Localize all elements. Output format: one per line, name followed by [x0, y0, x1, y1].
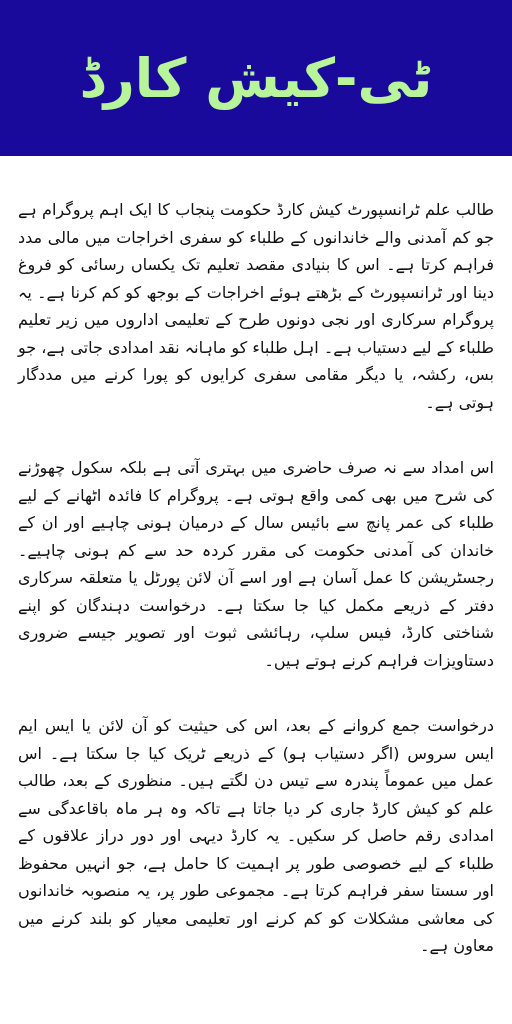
title-banner [0, 0, 512, 156]
paragraph-eligibility: اس امداد سے نہ صرف حاضری میں بہتری آتی ہے بلکہ سکول چھوڑنے کی شرح میں بھی کمی واقع ہوتی ہے۔ پروگرام کا فائدہ اٹھانے کے لیے طلباء کی عمر پانچ سے بائیس سال کے درمیان ہونی چاہیے اور ان کے خاندان کی آمدنی حکومت کی مقرر کردہ حد سے کم ہونی چاہیے۔ رجسٹریشن کا عمل آسان ہے اور اسے آن لائن پورٹل یا متعلقہ سرکاری دفتر کے ذریعے مکمل کیا جا سکتا ہے۔ درخواست دہندگان کو اپنے شناختی کارڈ، فیس سلپ، رہائشی ثبوت اور تصویر جیسے ضروری دستاویزات فراہم کرنے ہوتے ہیں۔ [18, 458, 494, 670]
page-title: ٹی-کیش کارڈ [79, 46, 433, 110]
article-body [0, 196, 512, 960]
paragraph-introduction: طالب علم ٹرانسپورٹ کیش کارڈ حکومت پنجاب کا ایک اہم پروگرام ہے جو کم آمدنی والے خاندانوں کے طلباء کو سفری اخراجات میں مالی مدد فراہم کرتا ہے۔ اس کا بنیادی مقصد تعلیم تک یکساں رسائی کو فروغ دینا اور ٹرانسپورٹ کے بڑھتے ہوئے اخراجات کے بوجھ کو کم کرنا ہے۔ یہ پروگرام سرکاری اور نجی دونوں طرح کے تعلیمی اداروں میں زیر تعلیم طلباء کے لیے دستیاب ہے۔ اہل طلباء کو ماہانہ نقد امدادی جاتی ہے، جو بس، رکشہ، یا دیگر مقامی سفری کرایوں کو پورا کرنے میں مددگار ہوتی ہے۔ [18, 200, 494, 412]
paragraph-process: درخواست جمع کروانے کے بعد، اس کی حیثیت کو آن لائن یا ایس ایم ایس سروس (اگر دستیاب ہو) کے ذریعے ٹریک کیا جا سکتا ہے۔ اس عمل میں عموماً پندرہ سے تیس دن لگتے ہیں۔ منظوری کے بعد، طالب علم کو کیش کارڈ جاری کر دیا جاتا ہے تاکہ وہ ہر ماہ باقاعدگی سے امدادی رقم حاصل کر سکیں۔ یہ کارڈ دیہی اور دور دراز علاقوں کے طلباء کے لیے خصوصی طور پر اہمیت کا حامل ہے، جو انہیں محفوظ اور سستا سفر فراہم کرتا ہے۔ مجموعی طور پر، یہ منصوبہ خاندانوں کی معاشی مشکلات کو کم کرنے اور تعلیمی معیار کو بلند کرنے میں معاون ہے۔ [18, 716, 494, 955]
